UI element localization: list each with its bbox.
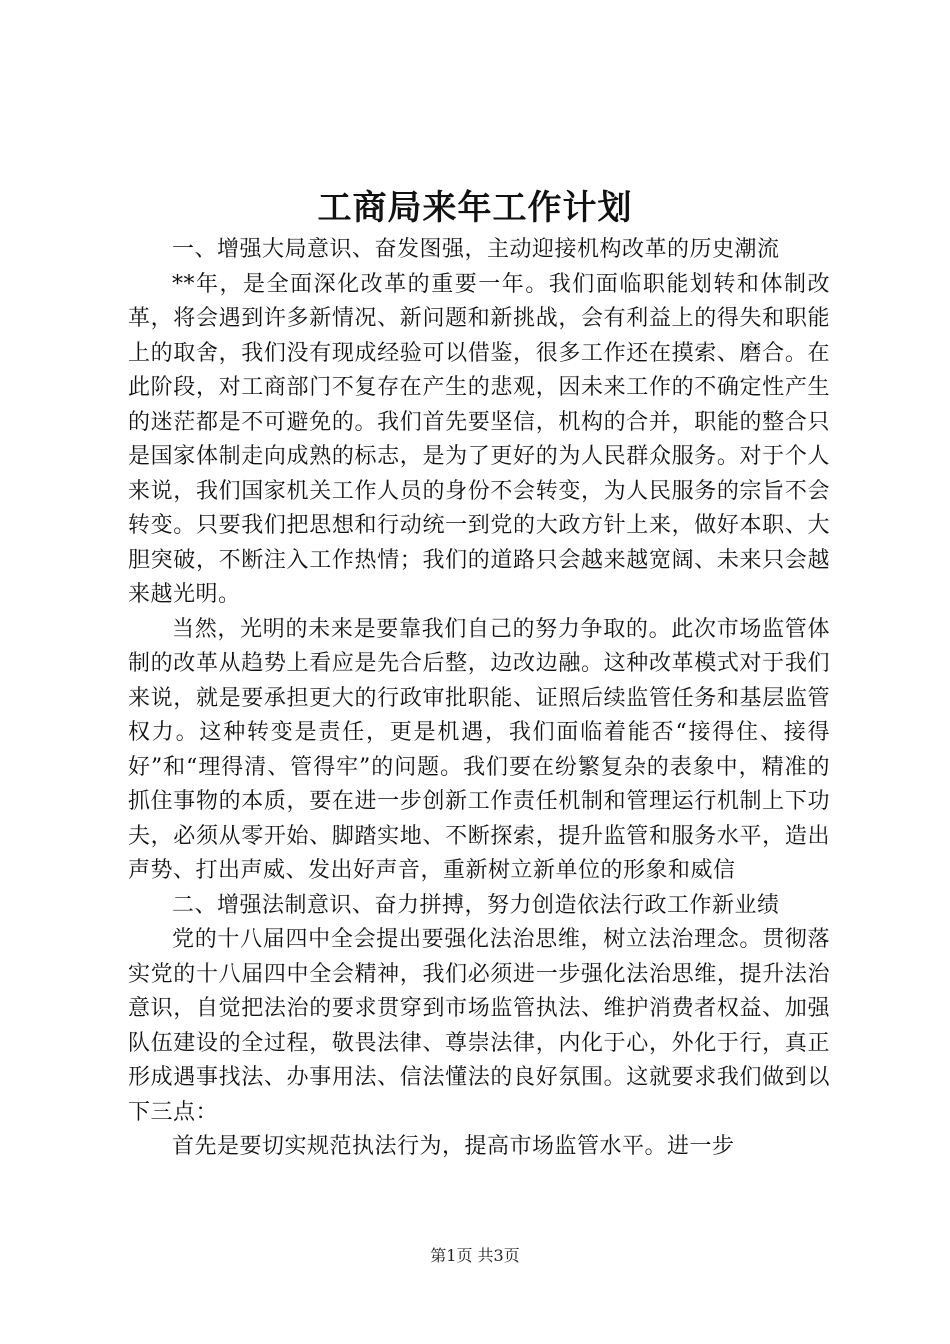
- section-heading-1: 一、增强大局意识、奋发图强，主动迎接机构改革的历史潮流: [172, 237, 780, 262]
- document-body: [128, 233, 830, 1233]
- body-paragraph: 当然，光明的未来是要靠我们自己的努力争取的。此次市场监管体制的改革从趋势上看应是先合后整，边改边融。这种改革模式对于我们来说，就是要承担更大的行政审批职能、证照后续监管任务和基层监管权力。这种转变是责任，更是机遇，我们面临着能否“接得住、接得好”和“理得清、管得牢”的问题。我们要在纷繁复杂的表象中，精准的抓住事物的本质，要在进一步创新工作责任机制和管理运行机制上下功夫，必须从零开始、脚踏实地、不断探索，提升监管和服务水平，造出声势、打出声威、发出好声音，重新树立新单位的形象和威信: [128, 616, 830, 883]
- body-paragraph: 党的十八届四中全会提出要强化法治思维，树立法治理念。贯彻落实党的十八届四中全会精神，我们必须进一步强化法治思维，提升法治意识，自觉把法治的要求贯穿到市场监管执法、维护消费者权益、加强队伍建设的全过程，敬畏法律、尊崇法律，内化于心，外化于行，真正形成遇事找法、办事用法、信法懂法的良好氛围。这就要求我们做到以下三点：: [128, 927, 830, 1125]
- section-heading-2: 二、增强法制意识、奋力拼搏，努力创造依法行政工作新业绩: [172, 892, 780, 918]
- body-paragraph: 首先是要切实规范执法行为，提高市场监管水平。进一步: [172, 1134, 735, 1159]
- page-footer: 第1页 共3页: [430, 1246, 520, 1265]
- document-title: 工商局来年工作计划: [317, 188, 633, 228]
- body-paragraph: **年，是全面深化改革的重要一年。我们面临职能划转和体制改革，将会遇到许多新情况、新问题和新挑战，会有利益上的得失和职能上的取舍，我们没有现成经验可以借鉴，很多工作还在摸索、磨合。在此阶段，对工商部门不复存在产生的悲观，因未来工作的不确定性产生的迷茫都是不可避免的。我们首先要坚信，机构的合并，职能的整合只是国家体制走向成熟的标志，是为了更好的为人民群众服务。对于个人来说，我们国家机关工作人员的身份不会转变，为人民服务的宗旨不会转变。只要我们把思想和行动统一到党的大政方针上来，做好本职、大胆突破，不断注入工作热情；我们的道路只会越来越宽阔、未来只会越来越光明。: [128, 271, 830, 607]
